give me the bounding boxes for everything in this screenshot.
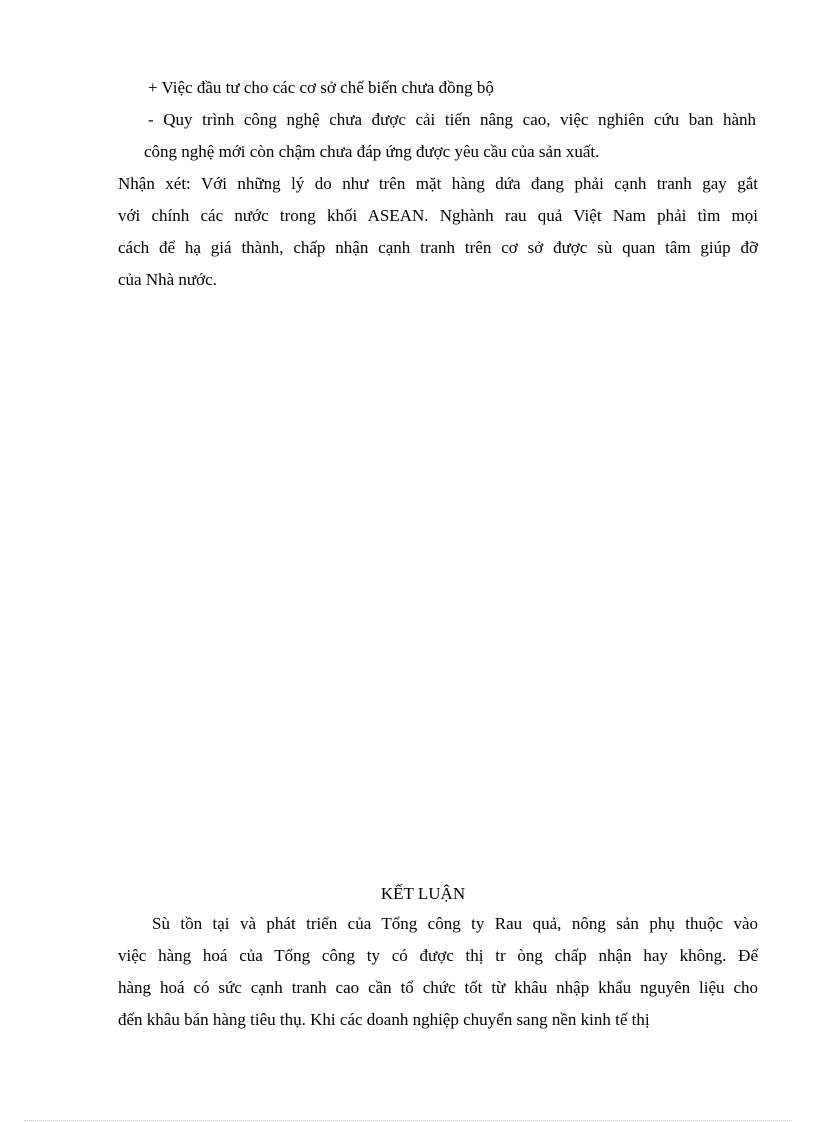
conclusion-line-4: đến khâu bán hàng tiêu thụ. Khi các doanh nghiệp chuyển sang nền kinh tế thị <box>118 1010 650 1029</box>
remark-line-4: của Nhà nước. <box>118 270 217 289</box>
remark-line-3: cách để hạ giá thành, chấp nhận cạnh tranh trên cơ sở được sù quan tâm giúp đỡ <box>118 238 758 257</box>
page-bottom-divider <box>24 1120 792 1121</box>
conclusion-line-3: hàng hoá có sức cạnh tranh cao cần tổ chức tốt từ khâu nhập khẩu nguyên liệu cho <box>118 978 758 997</box>
remark-line-2: với chính các nước trong khối ASEAN. Nghành rau quả Việt Nam phải tìm mọi <box>118 206 758 225</box>
bullet-investment: + Việc đầu tư cho các cơ sở chế biến chưa đồng bộ <box>148 78 494 97</box>
remark-line-1: Nhận xét: Với những lý do như trên mặt hàng dứa đang phải cạnh tranh gay gắt <box>118 174 758 193</box>
conclusion-heading: KẾT LUẬN <box>380 884 466 903</box>
conclusion-line-1: Sù tồn tại và phát triển của Tổng công ty Rau quả, nông sản phụ thuộc vào <box>152 914 758 933</box>
bullet-technology-line-1: - Quy trình công nghệ chưa được cải tiến nâng cao, việc nghiên cứu ban hành <box>148 110 756 129</box>
conclusion-line-2: việc hàng hoá của Tổng công ty có được thị tr òng chấp nhận hay không. Để <box>118 946 758 965</box>
bullet-technology-line-2: công nghệ mới còn chậm chưa đáp ứng được yêu cầu của sản xuất. <box>144 142 600 161</box>
